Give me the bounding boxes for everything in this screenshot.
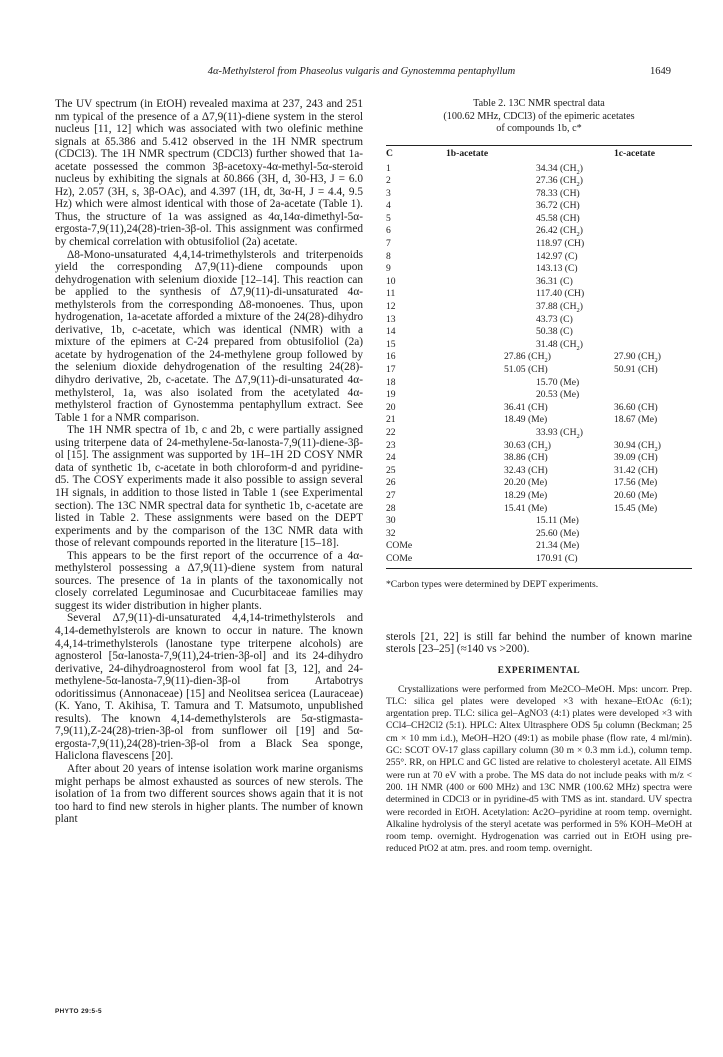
shift-shared: 21.34 (Me) bbox=[536, 540, 580, 552]
carbon-label: 6 bbox=[386, 225, 391, 237]
carbon-label: 27 bbox=[386, 489, 396, 501]
shift-1c: 15.45 (Me) bbox=[614, 502, 658, 514]
carbon-label: 2 bbox=[386, 175, 391, 187]
table-row bbox=[386, 314, 692, 327]
carbon-label: 9 bbox=[386, 263, 391, 275]
carbon-label: 20 bbox=[386, 401, 396, 413]
experimental-heading: EXPERIMENTAL bbox=[497, 665, 581, 676]
table-row bbox=[386, 263, 692, 276]
nmr-table bbox=[386, 146, 692, 566]
table-row bbox=[386, 188, 692, 201]
table-caption-line: (100.62 MHz, CDCl3) of the epimeric acetates bbox=[443, 110, 635, 122]
carbon-label: 4 bbox=[386, 200, 391, 212]
carbon-label: 13 bbox=[386, 313, 396, 325]
table-row bbox=[386, 301, 692, 314]
shift-1b: 38.86 (CH) bbox=[504, 452, 548, 464]
carbon-label: 23 bbox=[386, 439, 396, 451]
shift-1c: 20.60 (Me) bbox=[614, 489, 658, 501]
page-number: 1649 bbox=[650, 66, 671, 77]
paragraph-uv-spectrum: The UV spectrum (in EtOH) revealed maxima at 237, 243 and 251 nm typical of the presence of a Δ7,9(11)-diene system in the sterol nucleus [11, 12] which was associated with two olefinic methine signals at δ5.386 and 5.412 observed in the 1H NMR spectrum (CDCl3). The 1H NMR spectrum (CDCl3) further showed that 1a-acetate possessed the common 3β-acetoxy-4α-methyl-5α-steroid nucleus by exhibiting the signals at δ0.866 (3H, d, 30-H3, J = 6.0 Hz), 2.057 (3H, s, 3β-OAc), and 4.397 (1H, dt, 3α-H, J = 4.4, 9.5 Hz) which were almost identical with those of 2a-acetate (Table 1). Thus, the structure of 1a was assigned as 4α,14α-dimethyl-5α-ergosta-7,9(11),24(28)-trien-3β-ol. This assignment was confirmed by chemical correlation with obtusifoliol (2a) acetate. bbox=[55, 98, 363, 249]
running-head bbox=[0, 66, 723, 80]
shift-shared: 15.70 (Me) bbox=[536, 376, 580, 388]
carbon-label: 30 bbox=[386, 515, 396, 527]
shift-shared: 50.38 (C) bbox=[536, 326, 573, 338]
carbon-label: 24 bbox=[386, 452, 396, 464]
carbon-label: 1 bbox=[386, 162, 391, 174]
carbon-label: 10 bbox=[386, 275, 396, 287]
shift-shared: 43.73 (C) bbox=[536, 313, 573, 325]
table-row bbox=[386, 238, 692, 251]
shift-1c: 27.90 $(CH_2)$ bbox=[614, 351, 661, 365]
table-row bbox=[386, 414, 692, 427]
shift-shared: 26.42 $(CH_2)$ bbox=[536, 225, 583, 239]
shift-shared: 37.88 $(CH_2)$ bbox=[536, 301, 583, 314]
shift-shared: 117.40 (CH) bbox=[536, 288, 585, 300]
shift-shared: 118.97 (CH) bbox=[536, 238, 585, 250]
table-row bbox=[386, 251, 692, 264]
shift-shared: 34.34 $(CH_2)$ bbox=[536, 162, 583, 176]
shift-1b: 20.20 (Me) bbox=[504, 477, 548, 489]
carbon-label: 18 bbox=[386, 376, 396, 388]
table-row bbox=[386, 225, 692, 238]
paragraph-marine-organisms: After about 20 years of intense isolation work marine organisms might perhaps be almost exhausted as sources of new sterols. The isolation of 1a from two different sources shows again that it is not too hard to find new sterols in higher plants. The number of known plant bbox=[55, 762, 363, 826]
table-row bbox=[386, 452, 692, 465]
carbon-label: 3 bbox=[386, 187, 391, 199]
table-row bbox=[386, 175, 692, 188]
shift-shared: 78.33 (CH) bbox=[536, 187, 580, 199]
table-row bbox=[386, 364, 692, 377]
carbon-label: COMe bbox=[386, 540, 413, 552]
table-row bbox=[386, 213, 692, 226]
shift-1c: 30.94 $(CH_2)$ bbox=[614, 439, 661, 453]
table-row bbox=[386, 389, 692, 402]
shift-1b: 18.49 (Me) bbox=[504, 414, 548, 426]
table-row bbox=[386, 351, 692, 364]
shift-1b: 51.05 (CH) bbox=[504, 364, 548, 375]
shift-1c: 39.09 (CH) bbox=[614, 452, 658, 464]
carbon-label: 21 bbox=[386, 414, 396, 426]
shift-shared: 15.11 (Me) bbox=[536, 515, 579, 527]
shift-1b: 32.43 (CH) bbox=[504, 464, 548, 476]
table-row bbox=[386, 515, 692, 528]
experimental-text: Crystallizations were performed from Me2CO–MeOH. Mps: uncorr. Prep. TLC: silica gel plates were developed ×3 with hexane–EtOAc (6:1); argentation prep. TLC: silica gel–AgNO3 (4:1) plates were developed ×3 with CCl4–CH2Cl2 (5:1). HPLC: Altex Ultrasphere ODS 5μ column (Beckman; 25 cm × 10 mm i.d.), MeOH–H2O (49:1) as mobile phase (flow rate, 4 ml/min). GC: SCOT OV-17 glass capillary column (30 m × 0.3 mm i.d.), column temp. 255°. RR, on HPLC and GC listed are relative to cholesteryl acetate. All EIMS were run at 70 eV with a probe. The MS data do not include peaks with m/z < 200. 1H NMR (400 or 600 MHz) and 13C NMR (100.62 MHz) spectra were determined in CDCl3 or in pyridine-d5 with TMS as int. standard. UV spectra were recorded in EtOH. Acetylation: Ac2O–pyridine at room temp. overnight. Alkaline hydrolysis of the steryl acetate was performed in 5% KOH–MeOH at room temp. overnight. Hydrogenation was carried out in EtOH using pre-reduced PtO2 at atm. pres. and room temp. overnight. bbox=[386, 683, 692, 855]
carbon-label: 22 bbox=[386, 426, 396, 438]
paragraph-continuation: sterols [21, 22] is still far behind the number of known marine sterols [23–25] (≈140 vs >200). bbox=[386, 630, 692, 656]
table-footnote: *Carbon types were determined by DEPT experiments. bbox=[386, 578, 599, 590]
shift-1c: 50.91 (CH) bbox=[614, 364, 658, 375]
shift-1b: 27.86 $(CH_2)$ bbox=[504, 351, 551, 365]
carbon-label: 14 bbox=[386, 326, 396, 338]
carbon-label: 28 bbox=[386, 502, 396, 514]
shift-shared: 33.93 $(CH_2)$ bbox=[536, 426, 583, 440]
table-row bbox=[386, 440, 692, 453]
table-row bbox=[386, 540, 692, 553]
shift-shared: 27.36 $(CH_2)$ bbox=[536, 175, 583, 188]
shift-1b: 30.63 $(CH_2)$ bbox=[504, 439, 551, 453]
header-carbon: C bbox=[386, 147, 393, 159]
shift-shared: 20.53 (Me) bbox=[536, 389, 580, 401]
header-1c-acetate: 1c-acetate bbox=[614, 147, 656, 159]
table-header-row bbox=[386, 146, 692, 163]
shift-1c: 31.42 (CH) bbox=[614, 464, 658, 476]
table-row bbox=[386, 326, 692, 339]
table-row bbox=[386, 402, 692, 415]
table-row bbox=[386, 200, 692, 213]
header-1b-acetate: 1b-acetate bbox=[446, 147, 489, 159]
table-caption bbox=[394, 98, 684, 136]
shift-shared: 36.31 (C) bbox=[536, 275, 573, 287]
carbon-label: 26 bbox=[386, 477, 396, 489]
shift-shared: 31.48 $(CH_2)$ bbox=[536, 338, 583, 352]
shift-1b: 18.29 (Me) bbox=[504, 489, 548, 501]
footer-code: PHYTO 29:5-5 bbox=[55, 1008, 102, 1015]
shift-shared: 170.91 (C) bbox=[536, 552, 578, 564]
table-body bbox=[386, 163, 692, 566]
table-row bbox=[386, 503, 692, 516]
table-row bbox=[386, 465, 692, 478]
carbon-label: 19 bbox=[386, 389, 396, 401]
shift-shared: 36.72 (CH) bbox=[536, 200, 580, 212]
paragraph-dehydrogenation: Δ8-Mono-unsaturated 4,4,14-trimethylsterols and triterpenoids yield the corresponding Δ7,9(11)-diene compounds upon dehydrogenation with selenium dioxide [12–14]. This reaction can be applied to the synthesis of Δ7,9(11)-di-unsaturated 4α-methylsterols from the corresponding Δ8-monoenes. Thus, upon hydrogenation, 1a-acetate afforded a mixture of the 24(28)-dihydro derivative, 1b, c-acetate, which was identical (NMR) with a mixture of the epimers at C-24 prepared from obtusifoliol (2a) acetate by hydrogenation of the 24-methylene group followed by the selenium dioxide dehydrogenation of the resulting 24(28)-dihydro derivative, 2b, c-acetate. The Δ7,9(11)-di-unsaturated 4α-methylsterol, 1a, was also isolated from the acetylated 4α-methylsterol fraction of Gynostemma pentaphyllum extract. See Table 1 for a NMR comparison. bbox=[55, 248, 363, 424]
table-row bbox=[386, 528, 692, 541]
shift-1c: 18.67 (Me) bbox=[614, 414, 658, 426]
carbon-label: COMe bbox=[386, 552, 413, 564]
shift-1b: 36.41 (CH) bbox=[504, 401, 548, 413]
table-row bbox=[386, 553, 692, 566]
carbon-label: 16 bbox=[386, 351, 396, 363]
table-row bbox=[386, 490, 692, 503]
paragraph-known-sterols: Several Δ7,9(11)-di-unsaturated 4,4,14-trimethylsterols and 4,14-demethylsterols are known to occur in nature. The known 4,4,14-trimethylsterols (lanostane type triterpene alcohols) are agnosterol [5α-lanosta-7,9(11),24-trien-3β-ol] and its 24-dihydro derivative, 24-dihydroagnosterol from wool fat [3, 12], and 24-methylene-5α-lanosta-7,9(11)-dien-3β-ol from Artabotrys odoritissimus (Annonaceae) [15] and Neolitsea sericea (Lauraceae) (K. Yano, T. Akihisa, T. Tamura and T. Matsumoto, unpublished results). The known 4,14-demethylsterols are 5α-stigmasta-7,9(11),Z-24(28)-trien-3β-ol from sunflower oil [19] and 5α-ergosta-7,9(11),24(28)-trien-3β-ol from a Black Sea sponge, Haliclona flavescens [20]. bbox=[55, 612, 363, 763]
table-row bbox=[386, 288, 692, 301]
shift-shared: 25.60 (Me) bbox=[536, 527, 580, 539]
carbon-label: 11 bbox=[386, 288, 396, 300]
carbon-label: 25 bbox=[386, 464, 396, 476]
shift-1c: 36.60 (CH) bbox=[614, 401, 658, 413]
table-row bbox=[386, 276, 692, 289]
paragraph-nmr-assignment: The 1H NMR spectra of 1b, c and 2b, c were partially assigned using triterpene data of 24-methylene-5α-lanosta-7,9(11)-diene-3β-ol [15]. The assignment was supported by 1H–1H 2D COSY NMR data of synthetic 1b, c-acetate in both chloroform-d and pyridine-d5. The COSY experiments made it also possible to assign several 1H signals, in addition to those listed in Table 1 (see Experimental section). The 13C NMR spectral data for synthetic 1b, c-acetate are listed in Table 2. These assignments were based on the DEPT experiments and by the comparison of the 13C NMR data with those of relevant compounds reported in the literature [15–18]. bbox=[55, 424, 363, 550]
carbon-label: 12 bbox=[386, 301, 396, 313]
table-bottom-rule bbox=[386, 568, 692, 569]
left-column bbox=[55, 98, 363, 826]
shift-shared: 143.13 (C) bbox=[536, 263, 578, 275]
shift-1c: 17.56 (Me) bbox=[614, 477, 658, 489]
table-row bbox=[386, 339, 692, 352]
paragraph-first-report: This appears to be the first report of the occurrence of a 4α-methylsterol possessing a Δ7,9(11)-diene system from natural sources. The presence of 1a in plants of the taxonomically not closely correlated Leguminosae and Cucurbitaceae families may suggest its wider distribution in higher plants. bbox=[55, 549, 363, 612]
carbon-label: 5 bbox=[386, 212, 391, 224]
right-column bbox=[386, 98, 692, 856]
table-row bbox=[386, 163, 692, 176]
shift-1b: 15.41 (Me) bbox=[504, 502, 548, 514]
shift-shared: 45.58 (CH) bbox=[536, 212, 580, 224]
running-head-title: 4α-Methylsterol from Phaseolus vulgaris and Gynostemma pentaphyllum bbox=[207, 66, 516, 77]
carbon-label: 15 bbox=[386, 338, 396, 350]
carbon-label: 7 bbox=[386, 238, 391, 250]
carbon-label: 8 bbox=[386, 250, 391, 262]
table-row bbox=[386, 477, 692, 490]
table-row bbox=[386, 377, 692, 390]
table-caption-line: Table 2. 13C NMR spectral data bbox=[473, 98, 605, 109]
table-row bbox=[386, 427, 692, 440]
carbon-label: 17 bbox=[386, 364, 396, 375]
table-caption-line: of compounds 1b, c* bbox=[496, 123, 582, 134]
shift-shared: 142.97 (C) bbox=[536, 250, 578, 262]
carbon-label: 32 bbox=[386, 527, 396, 539]
